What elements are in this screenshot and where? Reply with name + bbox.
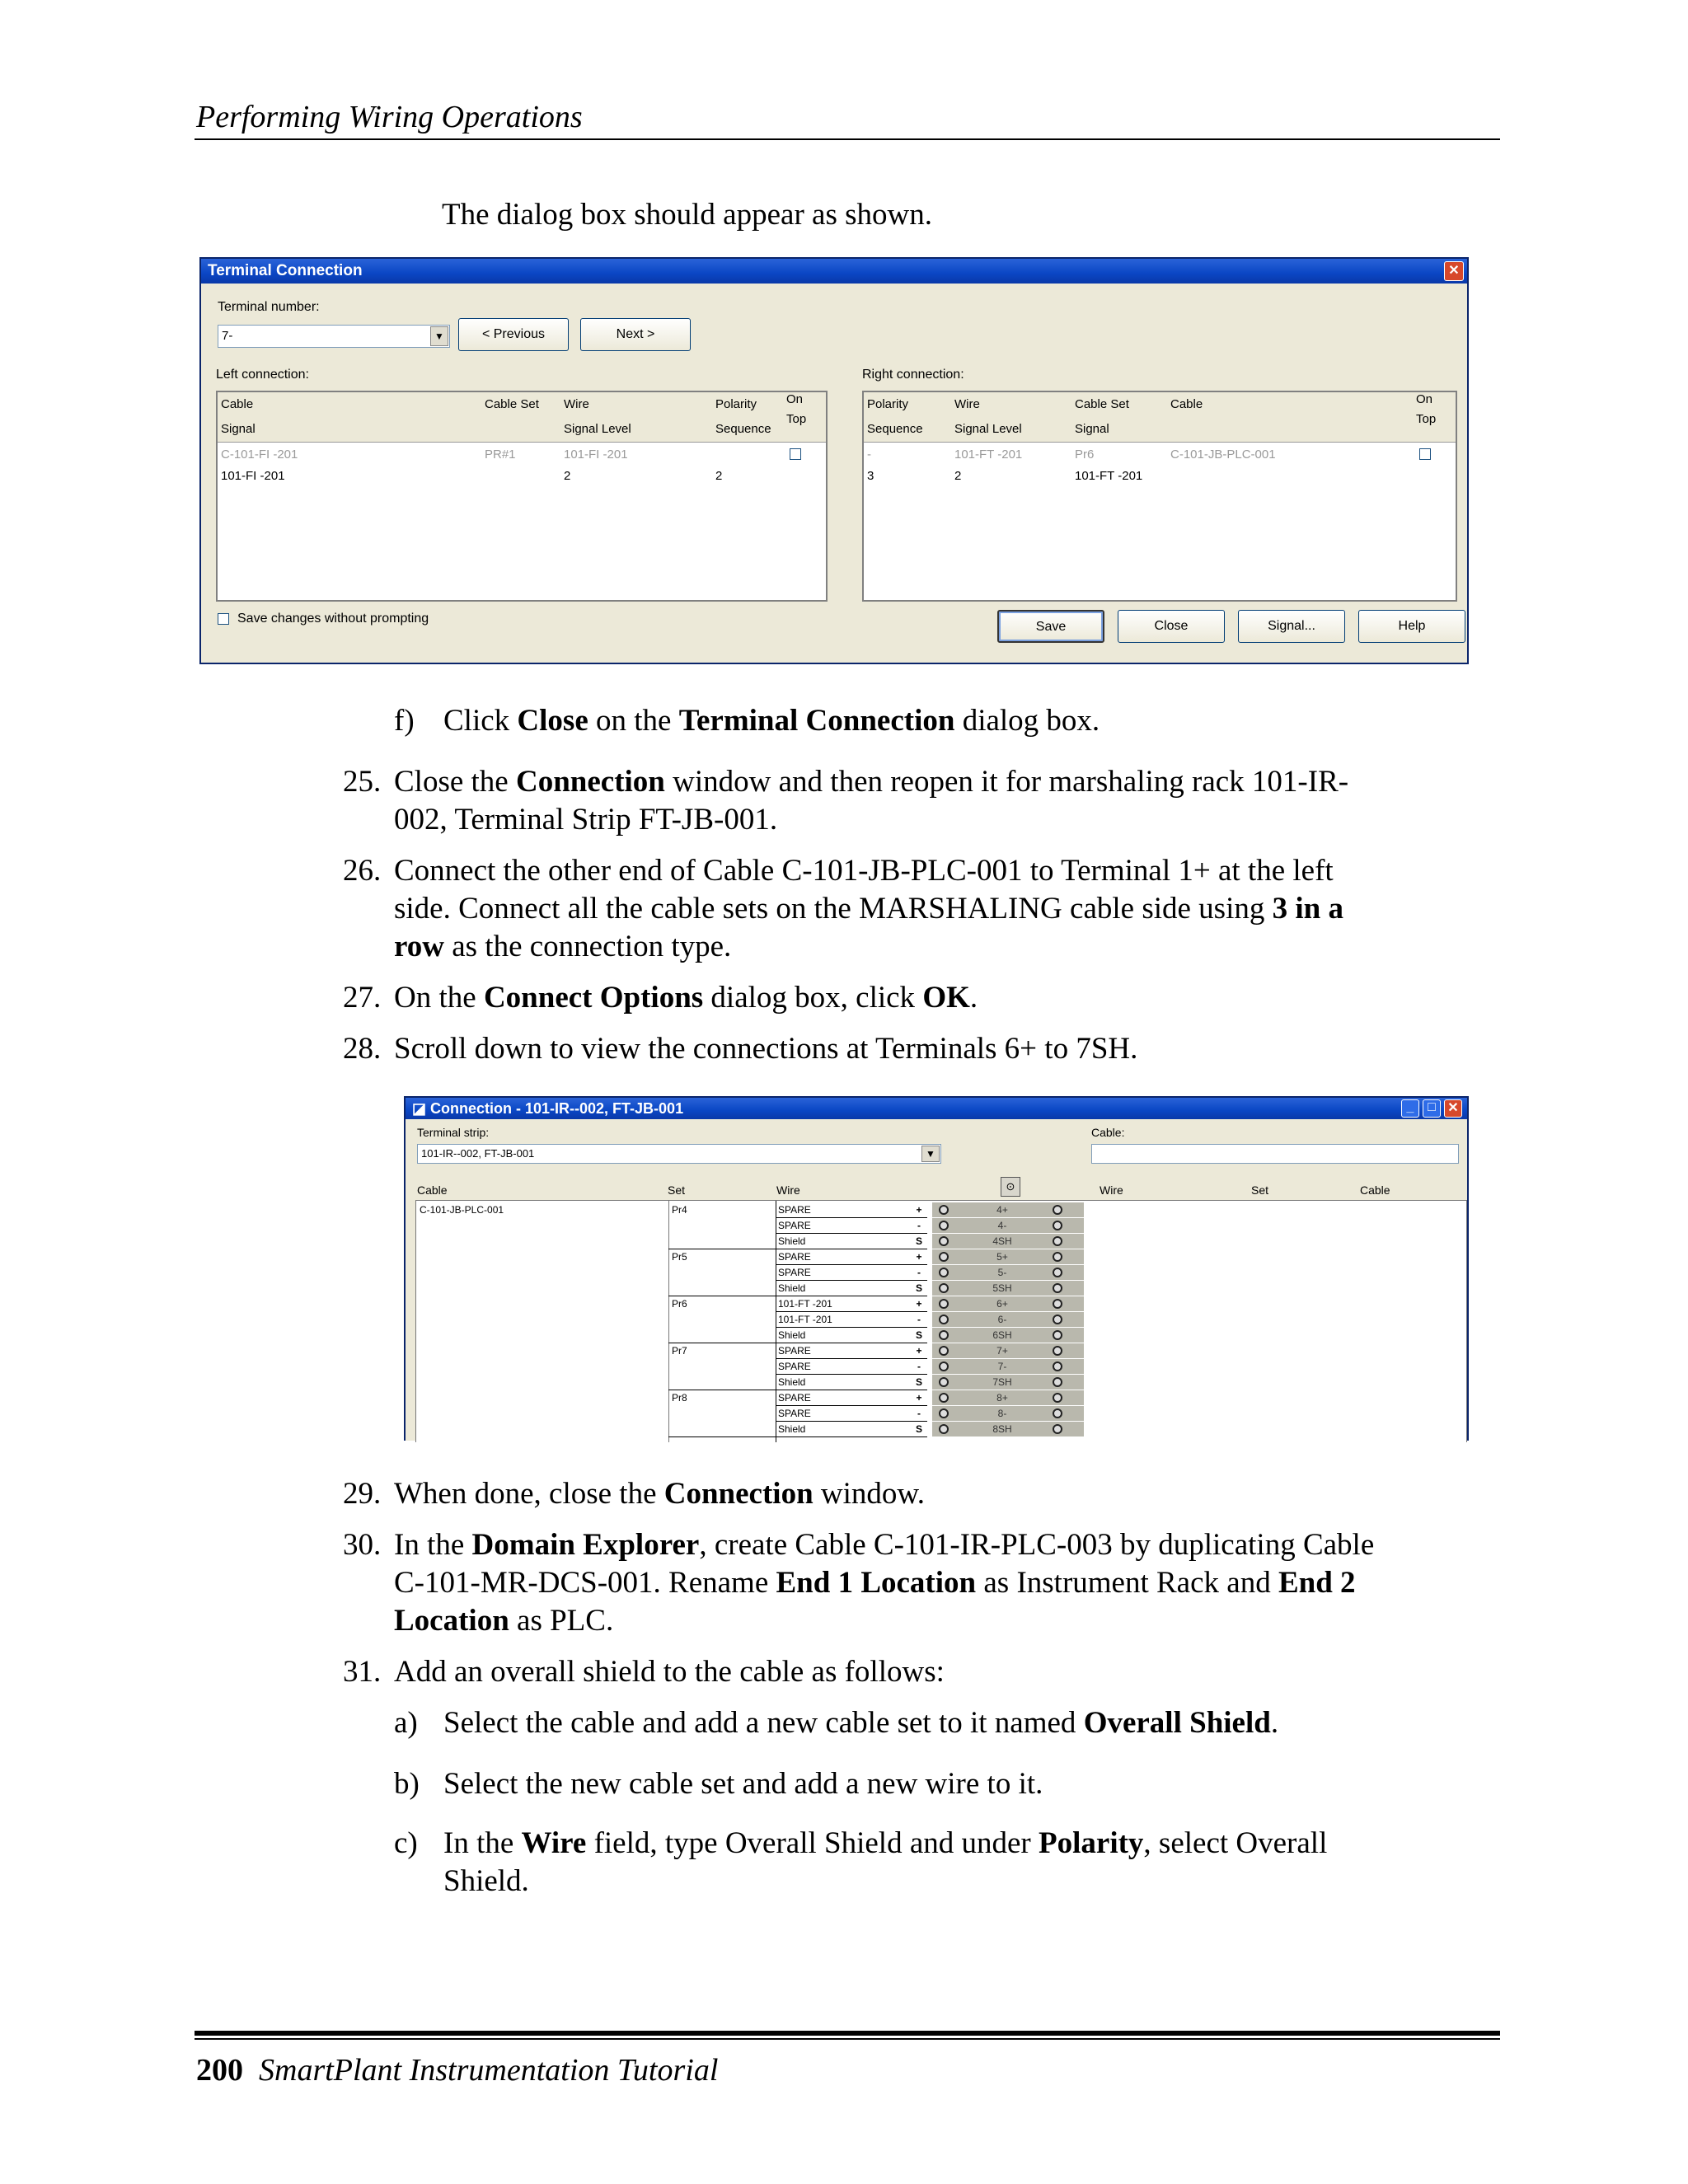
terminal-label: 4- xyxy=(997,1220,1007,1231)
screw-icon xyxy=(939,1377,949,1387)
terminal-strip-combo[interactable] xyxy=(417,1144,941,1164)
step-b-text: Select the new cable set and add a new wire to it. xyxy=(443,1767,1043,1801)
wire-cell[interactable]: SPARE xyxy=(776,1265,911,1281)
col-wire: Wire xyxy=(564,397,589,411)
save-changes-label: Save changes without prompting xyxy=(237,612,429,626)
polarity-cell: - xyxy=(911,1312,927,1328)
terminal-label: 7- xyxy=(997,1361,1007,1372)
table-row[interactable] xyxy=(218,443,826,466)
step-27-text: On the Connect Options dialog box, click OK. xyxy=(394,981,978,1015)
screw-icon xyxy=(1053,1205,1062,1215)
step-b-number: b) xyxy=(394,1767,420,1801)
footer xyxy=(196,2052,718,2088)
step-a-number: a) xyxy=(394,1706,418,1740)
col-signal: Signal xyxy=(1075,422,1109,436)
close-button[interactable]: Close xyxy=(1118,610,1225,643)
terminal-connection-dialog xyxy=(199,257,1469,664)
grid-header-row xyxy=(864,412,1456,443)
set-divider xyxy=(668,1436,776,1437)
terminal-number-combo[interactable] xyxy=(218,325,450,348)
connection-window xyxy=(404,1096,1469,1441)
screw-icon xyxy=(939,1236,949,1246)
header-rule xyxy=(195,138,1500,140)
col-wire: Wire xyxy=(954,397,980,411)
screw-icon xyxy=(1053,1346,1062,1356)
terminal-label: 5- xyxy=(997,1267,1007,1278)
table-row[interactable] xyxy=(218,465,826,488)
window-title: Connection - 101-IR--002, FT-JB-001 xyxy=(430,1100,684,1117)
grid-header-row xyxy=(218,392,826,418)
polarity-cell: S xyxy=(911,1422,927,1437)
wire-cell[interactable]: SPARE xyxy=(776,1359,911,1375)
left-connection-grid[interactable] xyxy=(216,391,828,602)
connection-grid[interactable] xyxy=(415,1200,1467,1442)
screw-icon xyxy=(1053,1377,1062,1387)
step-c-text: In the Wire field, type Overall Shield and under Polarity, select Overall Shield. xyxy=(443,1826,1328,1898)
wire-cell[interactable]: SPARE xyxy=(776,1406,911,1422)
screw-icon xyxy=(1053,1236,1062,1246)
polarity-cell: - xyxy=(911,1218,927,1234)
cell-polarity: - xyxy=(867,448,871,462)
wire-cell[interactable]: 101-FT -201 xyxy=(776,1312,911,1328)
terminal-label: 8+ xyxy=(996,1392,1008,1404)
col-top: Top xyxy=(786,412,807,426)
wire-cell[interactable]: 101-FT -201 xyxy=(776,1296,911,1312)
screw-icon xyxy=(939,1408,949,1418)
cell-wire: 101-FT -201 xyxy=(954,448,1023,462)
screw-icon xyxy=(1053,1283,1062,1293)
terminal-label: 8- xyxy=(997,1408,1007,1419)
polarity-cell: + xyxy=(911,1343,927,1359)
col-set: Set xyxy=(668,1183,686,1197)
screw-icon xyxy=(1053,1408,1062,1418)
right-connection-grid[interactable] xyxy=(862,391,1457,602)
screw-icon xyxy=(939,1252,949,1262)
maximize-icon[interactable]: □ xyxy=(1423,1099,1441,1118)
screw-icon xyxy=(939,1221,949,1230)
screw-icon xyxy=(1053,1221,1062,1230)
chevron-down-icon[interactable]: ▼ xyxy=(921,1146,940,1162)
polarity-cell: S xyxy=(911,1375,927,1390)
left-connection-label: Left connection: xyxy=(216,368,309,382)
screw-icon xyxy=(939,1268,949,1277)
col-sequence: Sequence xyxy=(867,422,923,436)
col-cable-set: Cable Set xyxy=(1075,397,1129,411)
wire-column xyxy=(776,1201,932,1442)
screw-icon xyxy=(1053,1330,1062,1340)
save-changes-checkbox[interactable] xyxy=(218,613,229,625)
screw-icon xyxy=(1053,1393,1062,1403)
col-sequence: Sequence xyxy=(715,422,771,436)
cell-wire: 101-FI -201 xyxy=(564,448,628,462)
col-top: Top xyxy=(1416,412,1437,426)
step-25-text: Close the Connection window and then reopen it for marshaling rack 101-IR- 002, Terminal Strip FT-JB-001. xyxy=(394,765,1349,837)
grid-header-row xyxy=(218,412,826,443)
step-26-text: Connect the other end of Cable C-101-JB-PLC-001 to Terminal 1+ at the left side. Connect all the cable sets on the MARSHALING cable side using 3 in a row as the connection type. xyxy=(394,854,1343,963)
terminal-label: 7SH xyxy=(992,1376,1012,1388)
polarity-cell: S xyxy=(911,1328,927,1343)
col-wire-right: Wire xyxy=(1100,1183,1123,1197)
wire-cell[interactable]: Shield xyxy=(776,1281,911,1296)
minimize-icon[interactable]: _ xyxy=(1401,1099,1419,1118)
screw-icon xyxy=(1053,1424,1062,1434)
cell-signal: 101-FT -201 xyxy=(1075,469,1143,483)
refresh-icon[interactable]: ⊙ xyxy=(1001,1177,1020,1197)
polarity-cell: - xyxy=(911,1406,927,1422)
intro-text: The dialog box should appear as shown. xyxy=(442,198,932,232)
screw-icon xyxy=(1053,1315,1062,1324)
right-connection-label: Right connection: xyxy=(862,368,964,382)
step-28-number: 28. xyxy=(343,1032,382,1066)
step-27-number: 27. xyxy=(343,981,382,1015)
polarity-cell: + xyxy=(911,1249,927,1265)
set-cell: Pr7 xyxy=(672,1345,687,1357)
wire-cell[interactable]: Shield xyxy=(776,1234,911,1249)
cell-sequence: 2 xyxy=(715,469,723,483)
on-top-checkbox[interactable] xyxy=(1419,448,1431,460)
screw-icon xyxy=(1053,1268,1062,1277)
step-f-text: Click Close on the Terminal Connection dialog box. xyxy=(443,704,1100,738)
previous-button[interactable]: < Previous xyxy=(458,318,569,351)
polarity-cell: - xyxy=(911,1359,927,1375)
cable-column xyxy=(416,1201,669,1442)
terminal-label: 6- xyxy=(997,1314,1007,1325)
col-on: On xyxy=(1416,392,1433,406)
step-31-number: 31. xyxy=(343,1655,382,1689)
close-icon[interactable]: ✕ xyxy=(1444,1099,1462,1118)
terminal-column xyxy=(932,1201,1089,1442)
cell-cable-set: PR#1 xyxy=(485,448,516,462)
cell-signal-level: 2 xyxy=(954,469,962,483)
footer-title: SmartPlant Instrumentation Tutorial xyxy=(259,2053,719,2088)
cell-signal-level: 2 xyxy=(564,469,571,483)
screw-icon xyxy=(939,1393,949,1403)
col-wire: Wire xyxy=(776,1183,800,1197)
set-column xyxy=(668,1201,776,1442)
save-button[interactable]: Save xyxy=(997,610,1104,643)
wire-cell[interactable]: Shield xyxy=(776,1328,911,1343)
step-a-text: Select the cable and add a new cable set to it named Overall Shield. xyxy=(443,1706,1279,1740)
polarity-cell: - xyxy=(911,1265,927,1281)
terminal-label: 4+ xyxy=(996,1204,1008,1216)
col-polarity: Polarity xyxy=(867,397,909,411)
polarity-cell: + xyxy=(911,1390,927,1406)
terminal-label: 5SH xyxy=(992,1282,1012,1294)
cable-name: C-101-JB-PLC-001 xyxy=(420,1204,504,1216)
screw-icon xyxy=(939,1424,949,1434)
terminal-number-label: Terminal number: xyxy=(218,300,320,314)
polarity-cell: S xyxy=(911,1234,927,1249)
col-set-right: Set xyxy=(1251,1183,1269,1197)
polarity-cell: + xyxy=(911,1296,927,1312)
set-cell: Pr6 xyxy=(672,1298,687,1310)
wire-cell[interactable]: SPARE xyxy=(776,1343,911,1359)
screw-icon xyxy=(939,1346,949,1356)
screw-icon xyxy=(939,1205,949,1215)
screw-icon xyxy=(1053,1252,1062,1262)
step-30-number: 30. xyxy=(343,1528,382,1562)
wire-cell[interactable]: SPARE xyxy=(776,1249,911,1265)
screw-icon xyxy=(1053,1361,1062,1371)
step-28-text: Scroll down to view the connections at Terminals 6+ to 7SH. xyxy=(394,1032,1138,1066)
col-signal: Signal xyxy=(221,422,256,436)
terminal-number-value: 7- xyxy=(222,329,233,343)
table-row[interactable] xyxy=(864,465,1456,488)
footer-rule-thin xyxy=(195,2038,1500,2040)
step-c-number: c) xyxy=(394,1826,418,1860)
screw-icon xyxy=(939,1299,949,1309)
polarity-cell: + xyxy=(911,1202,927,1218)
step-29-number: 29. xyxy=(343,1477,382,1511)
grid-header-row xyxy=(864,392,1456,418)
next-button[interactable]: Next > xyxy=(580,318,691,351)
col-on: On xyxy=(786,392,804,406)
cell-signal: 101-FI -201 xyxy=(221,469,285,483)
wire-cell[interactable]: SPARE xyxy=(776,1390,911,1406)
col-polarity: Polarity xyxy=(715,397,757,411)
step-30-text: In the Domain Explorer, create Cable C-101-IR-PLC-003 by duplicating Cable C-101-MR-DCS-001. Rename End 1 Location as Instrument Rack and End 2 Location as PLC. xyxy=(394,1528,1375,1638)
dialog-titlebar xyxy=(201,259,1467,284)
help-button[interactable]: Help xyxy=(1358,610,1465,643)
screw-icon xyxy=(939,1315,949,1324)
step-25-number: 25. xyxy=(343,765,382,799)
step-31-text: Add an overall shield to the cable as follows: xyxy=(394,1655,945,1689)
window-icon: ◪ xyxy=(412,1100,431,1117)
cable-label: Cable: xyxy=(1091,1126,1125,1139)
running-header: Performing Wiring Operations xyxy=(196,100,583,134)
set-cell: Pr4 xyxy=(672,1204,687,1216)
set-cell: Pr8 xyxy=(672,1392,687,1404)
cell-cable-set: Pr6 xyxy=(1075,448,1095,462)
terminal-label: 8SH xyxy=(992,1423,1012,1435)
terminal-label: 6SH xyxy=(992,1329,1012,1341)
close-icon[interactable]: ✕ xyxy=(1444,261,1464,281)
set-cell: Pr5 xyxy=(672,1251,687,1263)
cell-cable: C-101-FI -201 xyxy=(221,448,298,462)
step-29-text: When done, close the Connection window. xyxy=(394,1477,925,1511)
terminal-label: 7+ xyxy=(996,1345,1008,1357)
col-signal-level: Signal Level xyxy=(954,422,1022,436)
terminal-label: 6+ xyxy=(996,1298,1008,1310)
col-cable: Cable xyxy=(417,1183,448,1197)
dialog-title: Terminal Connection xyxy=(208,262,363,279)
screw-icon xyxy=(939,1330,949,1340)
chevron-down-icon[interactable]: ▼ xyxy=(430,326,448,346)
step-26-number: 26. xyxy=(343,854,382,888)
on-top-checkbox[interactable] xyxy=(790,448,801,460)
wire-cell[interactable]: Shield xyxy=(776,1422,911,1437)
cell-cable: C-101-JB-PLC-001 xyxy=(1170,448,1276,462)
col-signal-level: Signal Level xyxy=(564,422,631,436)
col-cable-right: Cable xyxy=(1360,1183,1390,1197)
cell-sequence: 3 xyxy=(867,469,874,483)
col-cable: Cable xyxy=(1170,397,1203,411)
cable-input[interactable] xyxy=(1091,1144,1459,1164)
col-cable: Cable xyxy=(221,397,254,411)
wire-cell[interactable]: SPARE xyxy=(776,1202,911,1218)
signal-button[interactable]: Signal... xyxy=(1238,610,1345,643)
screw-icon xyxy=(939,1283,949,1293)
wire-cell[interactable]: SPARE xyxy=(776,1218,911,1234)
terminal-label: 5+ xyxy=(996,1251,1008,1263)
table-row[interactable] xyxy=(864,443,1456,466)
step-f-number: f) xyxy=(394,704,415,738)
screw-icon xyxy=(939,1361,949,1371)
terminal-strip-label: Terminal strip: xyxy=(417,1126,490,1139)
footer-rule xyxy=(195,2031,1500,2036)
window-titlebar xyxy=(406,1098,1467,1119)
terminal-label: 4SH xyxy=(992,1235,1012,1247)
wire-cell[interactable]: Shield xyxy=(776,1375,911,1390)
col-cable-set: Cable Set xyxy=(485,397,539,411)
terminal-strip-value: 101-IR--002, FT-JB-001 xyxy=(421,1147,535,1160)
page-number: 200 xyxy=(196,2053,243,2088)
polarity-cell: S xyxy=(911,1281,927,1296)
screw-icon xyxy=(1053,1299,1062,1309)
